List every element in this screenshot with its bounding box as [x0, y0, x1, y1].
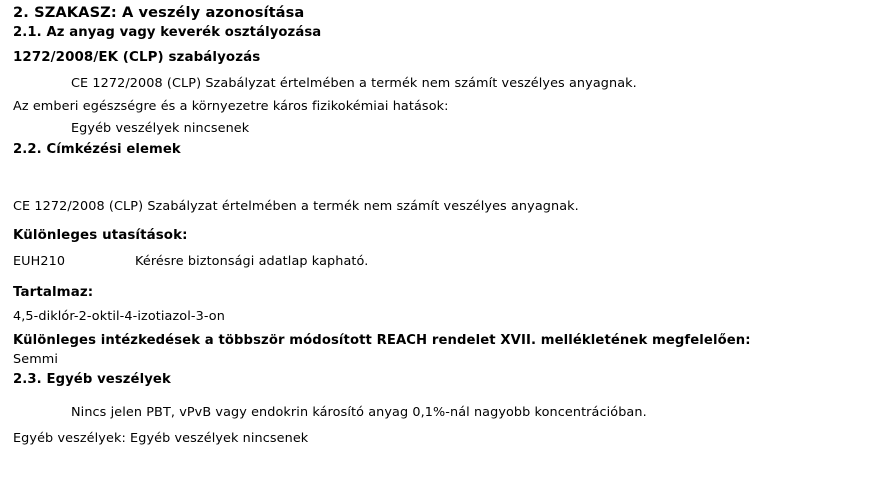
subsection-2-1-title: 2.1. Az anyag vagy keverék osztályozása: [13, 25, 322, 40]
subsection-2-2-title: 2.2. Címkézési elemek: [13, 142, 181, 157]
pbt-vpvb-statement: Nincs jelen PBT, vPvB vagy endokrin károsító anyag 0,1%-nál nagyobb koncentrációban.: [71, 405, 647, 420]
clp-regulation-heading: 1272/2008/EK (CLP) szabályozás: [13, 50, 261, 65]
contains-substance: 4,5-diklór-2-oktil-4-izotiazol-3-on: [13, 309, 225, 324]
reach-restrictions-value: Semmi: [13, 352, 58, 367]
physico-chemical-effects-label: Az emberi egészségre és a környezetre káros fizikokémiai hatások:: [13, 99, 449, 114]
euh210-text: Kérésre biztonsági adatlap kapható.: [135, 254, 369, 269]
clp-classification-statement: CE 1272/2008 (CLP) Szabályzat értelmében a termék nem számít veszélyes anyagnak.: [71, 76, 637, 91]
contains-heading: Tartalmaz:: [13, 285, 94, 300]
section-2-title: 2. SZAKASZ: A veszély azonosítása: [13, 4, 305, 21]
labeling-clp-statement: CE 1272/2008 (CLP) Szabályzat értelmében a termék nem számít veszélyes anyagnak.: [13, 199, 579, 214]
subsection-2-3-title: 2.3. Egyéb veszélyek: [13, 372, 171, 387]
reach-restrictions-heading: Különleges intézkedések a többször módosított REACH rendelet XVII. mellékletének megfelelően:: [13, 333, 751, 348]
physico-chemical-effects-value: Egyéb veszélyek nincsenek: [71, 121, 250, 136]
other-hazards-line: Egyéb veszélyek: Egyéb veszélyek nincsenek: [13, 431, 309, 446]
special-instructions-heading: Különleges utasítások:: [13, 228, 188, 243]
euh210-code: EUH210: [13, 254, 66, 269]
